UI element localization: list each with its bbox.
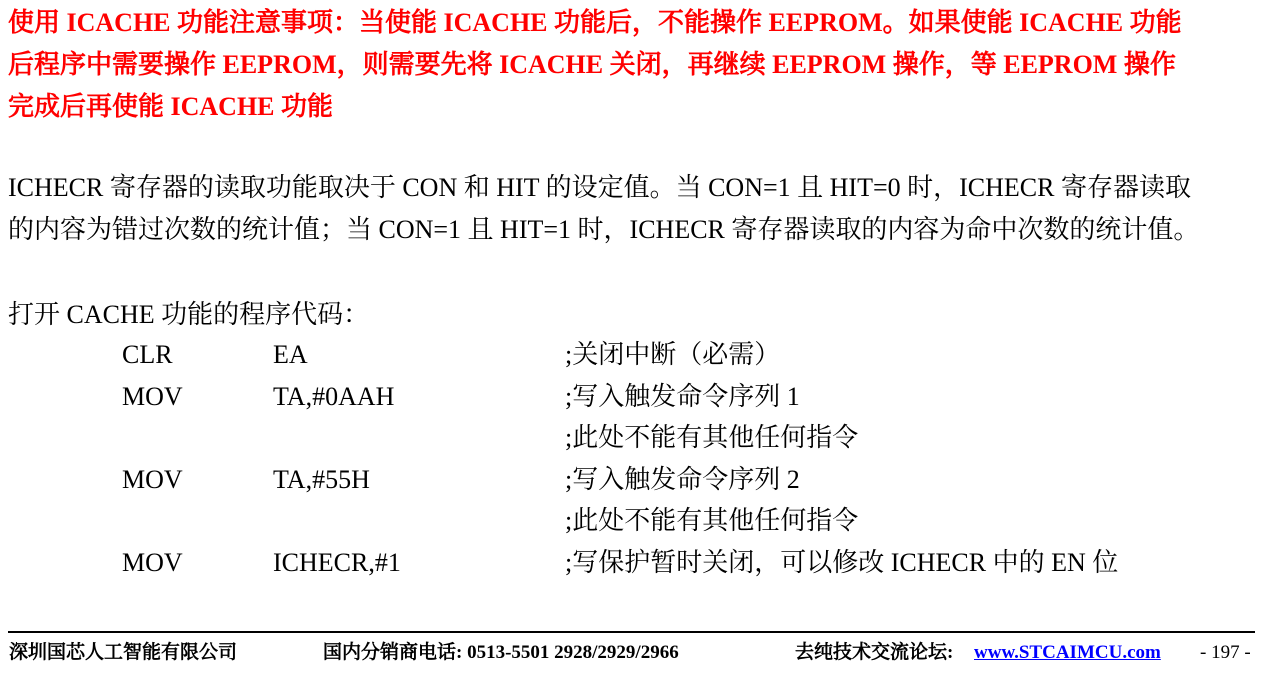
- code-comment: ;写入触发命令序列 1: [565, 381, 800, 411]
- footer-forum-label: 去纯技术交流论坛:: [795, 642, 954, 663]
- code-comment: ;关闭中断（必需）: [565, 340, 781, 369]
- code-intro: [8, 294, 1270, 336]
- footer-company: 深圳国芯人工智能有限公司: [9, 642, 238, 663]
- code-intro-text: 打开 CACHE 功能的程序代码：: [8, 300, 370, 329]
- warning-notice: [8, 2, 1268, 128]
- footer-forum-link[interactable]: www.STCAIMCU.com: [974, 642, 1161, 663]
- code-row: [0, 334, 1277, 376]
- code-row: [0, 459, 1277, 501]
- code-comment: ;此处不能有其他任何指令: [565, 423, 859, 453]
- code-opcode: MOV: [122, 381, 183, 411]
- code-operand: ICHECR,#1: [273, 547, 401, 577]
- paragraph-line: 的内容为错过次数的统计值；当 CON=1 且 HIT=1 时，ICHECR 寄存器读取的内容为命中次数的统计值。: [8, 215, 1200, 244]
- code-listing: [0, 334, 1277, 584]
- footer-divider: [8, 631, 1255, 633]
- code-opcode: MOV: [122, 464, 183, 494]
- warning-line: 后程序中需要操作 EEPROM，则需要先将 ICACHE 关闭，再继续 EEPROM 操作，等 EEPROM 操作: [8, 50, 1176, 79]
- warning-line: 完成后再使能 ICACHE 功能: [8, 92, 334, 121]
- code-opcode: CLR: [122, 340, 173, 369]
- warning-line: 使用 ICACHE 功能注意事项：当使能 ICACHE 功能后，不能操作 EEPROM。如果使能 ICACHE 功能: [8, 8, 1182, 37]
- code-comment: ;写保护暂时关闭，可以修改 ICHECR 中的 EN 位: [565, 547, 1119, 577]
- code-row: [0, 542, 1277, 584]
- footer-phone: 国内分销商电话: 0513-5501 2928/2929/2966: [323, 642, 679, 663]
- code-row: [0, 417, 1277, 459]
- code-operand: TA,#55H: [273, 464, 370, 494]
- paragraph-line: ICHECR 寄存器的读取功能取决于 CON 和 HIT 的设定值。当 CON=1 且 HIT=0 时，ICHECR 寄存器读取: [8, 173, 1191, 202]
- code-comment: ;写入触发命令序列 2: [565, 464, 800, 494]
- page-number: - 197 -: [1200, 642, 1251, 663]
- code-row: [0, 376, 1277, 418]
- code-operand: EA: [273, 340, 308, 369]
- page-footer: [0, 639, 1277, 667]
- code-row: [0, 500, 1277, 542]
- code-operand: TA,#0AAH: [273, 381, 395, 411]
- code-opcode: MOV: [122, 547, 183, 577]
- ichecr-description: [8, 167, 1270, 251]
- code-comment: ;此处不能有其他任何指令: [565, 506, 859, 536]
